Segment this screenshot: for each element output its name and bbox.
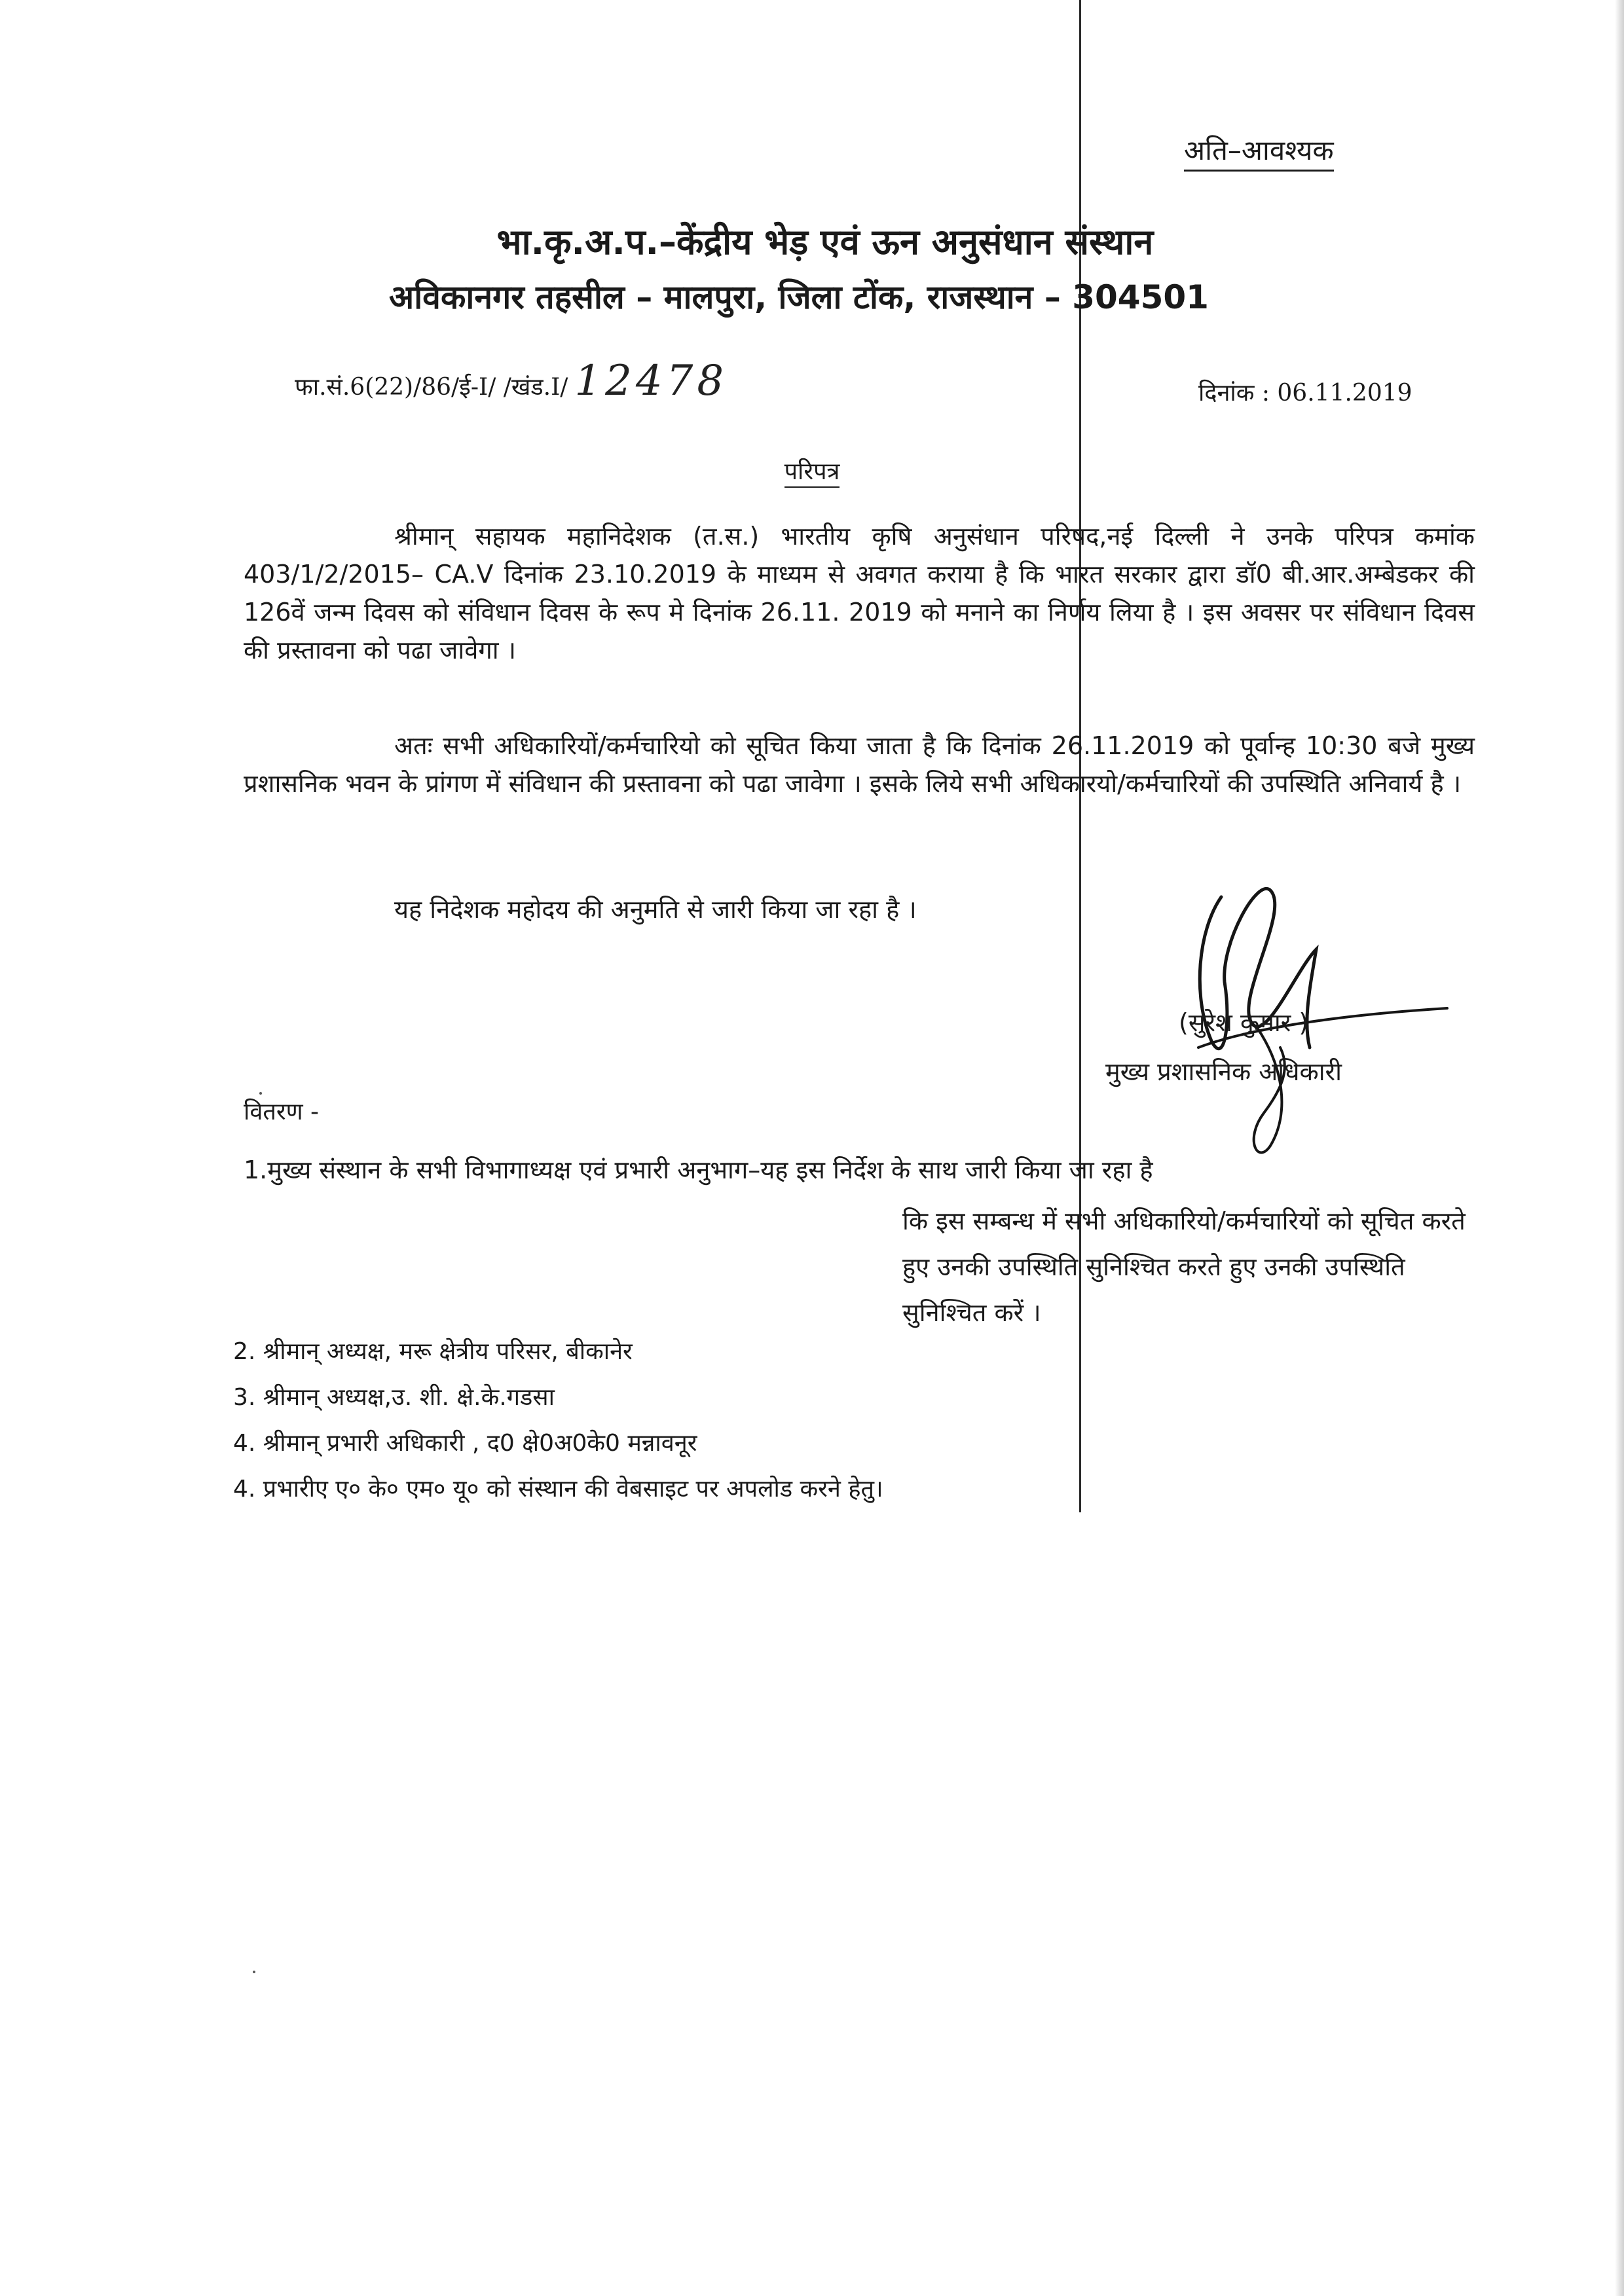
document-title-text: परिपत्र [784,458,840,488]
file-reference [295,357,728,405]
issue-date: दिनांक : 06.11.2019 [1198,380,1412,407]
handwritten-dispatch-number: 12478 [574,357,728,405]
distribution-item-1: 1.मुख्य संस्थान के सभी विभागाध्यक्ष एवं प्रभारी अनुभाग–यह इस निर्देश के साथ जारी किया जा रहा है [244,1156,1153,1184]
document-title [0,454,1624,486]
distribution-item: 4. प्रभारीए ए० के० एम० यू० को संस्थान की वेबसाइट पर अपलोड करने हेतु। [233,1476,883,1503]
distribution-list [233,1329,883,1512]
paragraph-3: यह निदेशक महोदय की अनुमति से जारी किया जा रहा है । [394,895,917,924]
distribution-heading: वितरण - [244,1099,320,1125]
scan-speck [253,1971,255,1973]
scan-edge-shadow [1615,0,1624,2296]
signatory-designation: मुख्य प्रशासनिक अधिकारी [1105,1057,1342,1086]
distribution-item: 4. श्रीमान् प्रभारी अधिकारी , द0 क्षे0अ0के0 मन्नावनूर [233,1430,697,1457]
institute-address: अविकानगर तहसील – मालपुरा, जिला टोंक, राजस्थान – 304501 [389,278,1209,316]
paragraph-1: श्रीमान् सहायक महानिदेशक (त.स.) भारतीय कृषि अनुसंधान परिषद,नई दिल्ली ने उनके परिपत्र कमांक 403/1/2/2015– CA.V दिनांक 23.10.2019 के माध्यम से अवगत कराया है कि भारत सरकार द्वारा डॉ0 बी.आर.अम्बेडकर की 126वें जन्म दिवस को संविधान दिवस के रूप मे दिनांक 26.11. 2019 को मनाने का निर्णय लिया है । इस अवसर पर संविधान दिवस की प्रस्तावना को पढा जावेगा । [244,522,1475,665]
scan-speck [259,1092,262,1095]
institute-name: भा.कृ.अ.प.–केंद्रीय भेड़ एवं ऊन अनुसंधान संस्थान [496,221,1154,263]
file-number: फा.सं.6(22)/86/ई-I/ /खंड.I/ [295,374,568,401]
urgency-label: अति–आवश्यक [1184,131,1334,172]
distribution-item-1-continuation: कि इस सम्बन्ध में सभी अधिकारियो/कर्मचारियों को सूचित करते हुए उनकी उपस्थिति सुनिश्चित करते हुए उनकी उपस्थिति सुनिश्चित करें । [902,1207,1466,1327]
distribution-item: 3. श्रीमान् अध्यक्ष,उ. शी. क्षे.के.गडसा [233,1384,555,1411]
signatory-name: (सुरेश कुमार ) [1179,1008,1309,1037]
distribution-item: 2. श्रीमान् अध्यक्ष, मरू क्षेत्रीय परिसर, बीकानेर [233,1338,633,1365]
paragraph-2: अतः सभी अधिकारियों/कर्मचारियो को सूचित किया जाता है कि दिनांक 26.11.2019 को पूर्वान्ह 10:30 बजे मुख्य प्रशासनिक भवन के प्रांगण में संविधान की प्रस्तावना को पढा जावेगा । इसके लिये सभी अधिकारयो/कर्मचारियों की उपस्थिति अनिवार्य है । [244,731,1475,798]
